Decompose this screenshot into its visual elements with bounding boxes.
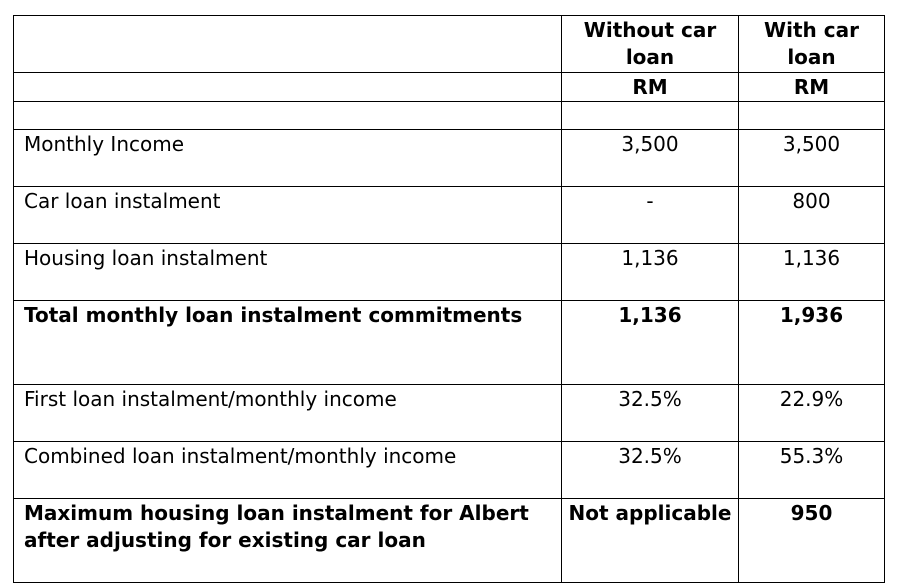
- total-row: [14, 301, 885, 385]
- blank-cell: [14, 102, 562, 130]
- value-without-car-loan: -: [562, 187, 739, 244]
- value-with-car-loan: 950: [739, 499, 885, 583]
- table-row: [14, 244, 885, 301]
- table-row: [14, 130, 885, 187]
- row-label: Maximum housing loan instalment for Albert after adjusting for existing car loan: [14, 499, 562, 583]
- value-without-car-loan: 3,500: [562, 130, 739, 187]
- row-label: Car loan instalment: [14, 187, 562, 244]
- loan-comparison-table: [13, 15, 885, 583]
- blank-cell: [562, 102, 739, 130]
- header-empty-cell: [14, 16, 562, 73]
- blank-row: [14, 102, 885, 130]
- unit-without-car-loan: RM: [562, 73, 739, 102]
- row-label: Monthly Income: [14, 130, 562, 187]
- header-row: [14, 16, 885, 73]
- value-with-car-loan: 1,136: [739, 244, 885, 301]
- header-with-car-loan: With car loan: [739, 16, 885, 73]
- value-with-car-loan: 55.3%: [739, 442, 885, 499]
- table-row: [14, 442, 885, 499]
- row-label: Housing loan instalment: [14, 244, 562, 301]
- max-loan-row: [14, 499, 885, 583]
- value-without-car-loan: 32.5%: [562, 442, 739, 499]
- units-row: [14, 73, 885, 102]
- value-without-car-loan: 32.5%: [562, 385, 739, 442]
- value-without-car-loan: Not applicable: [562, 499, 739, 583]
- table-row: [14, 385, 885, 442]
- row-label: First loan instalment/monthly income: [14, 385, 562, 442]
- value-with-car-loan: 1,936: [739, 301, 885, 385]
- blank-cell: [739, 102, 885, 130]
- value-without-car-loan: 1,136: [562, 244, 739, 301]
- units-empty-cell: [14, 73, 562, 102]
- header-without-car-loan: Without car loan: [562, 16, 739, 73]
- unit-with-car-loan: RM: [739, 73, 885, 102]
- row-label: Total monthly loan instalment commitments: [14, 301, 562, 385]
- value-with-car-loan: 3,500: [739, 130, 885, 187]
- row-label: Combined loan instalment/monthly income: [14, 442, 562, 499]
- value-without-car-loan: 1,136: [562, 301, 739, 385]
- value-with-car-loan: 22.9%: [739, 385, 885, 442]
- table-row: [14, 187, 885, 244]
- value-with-car-loan: 800: [739, 187, 885, 244]
